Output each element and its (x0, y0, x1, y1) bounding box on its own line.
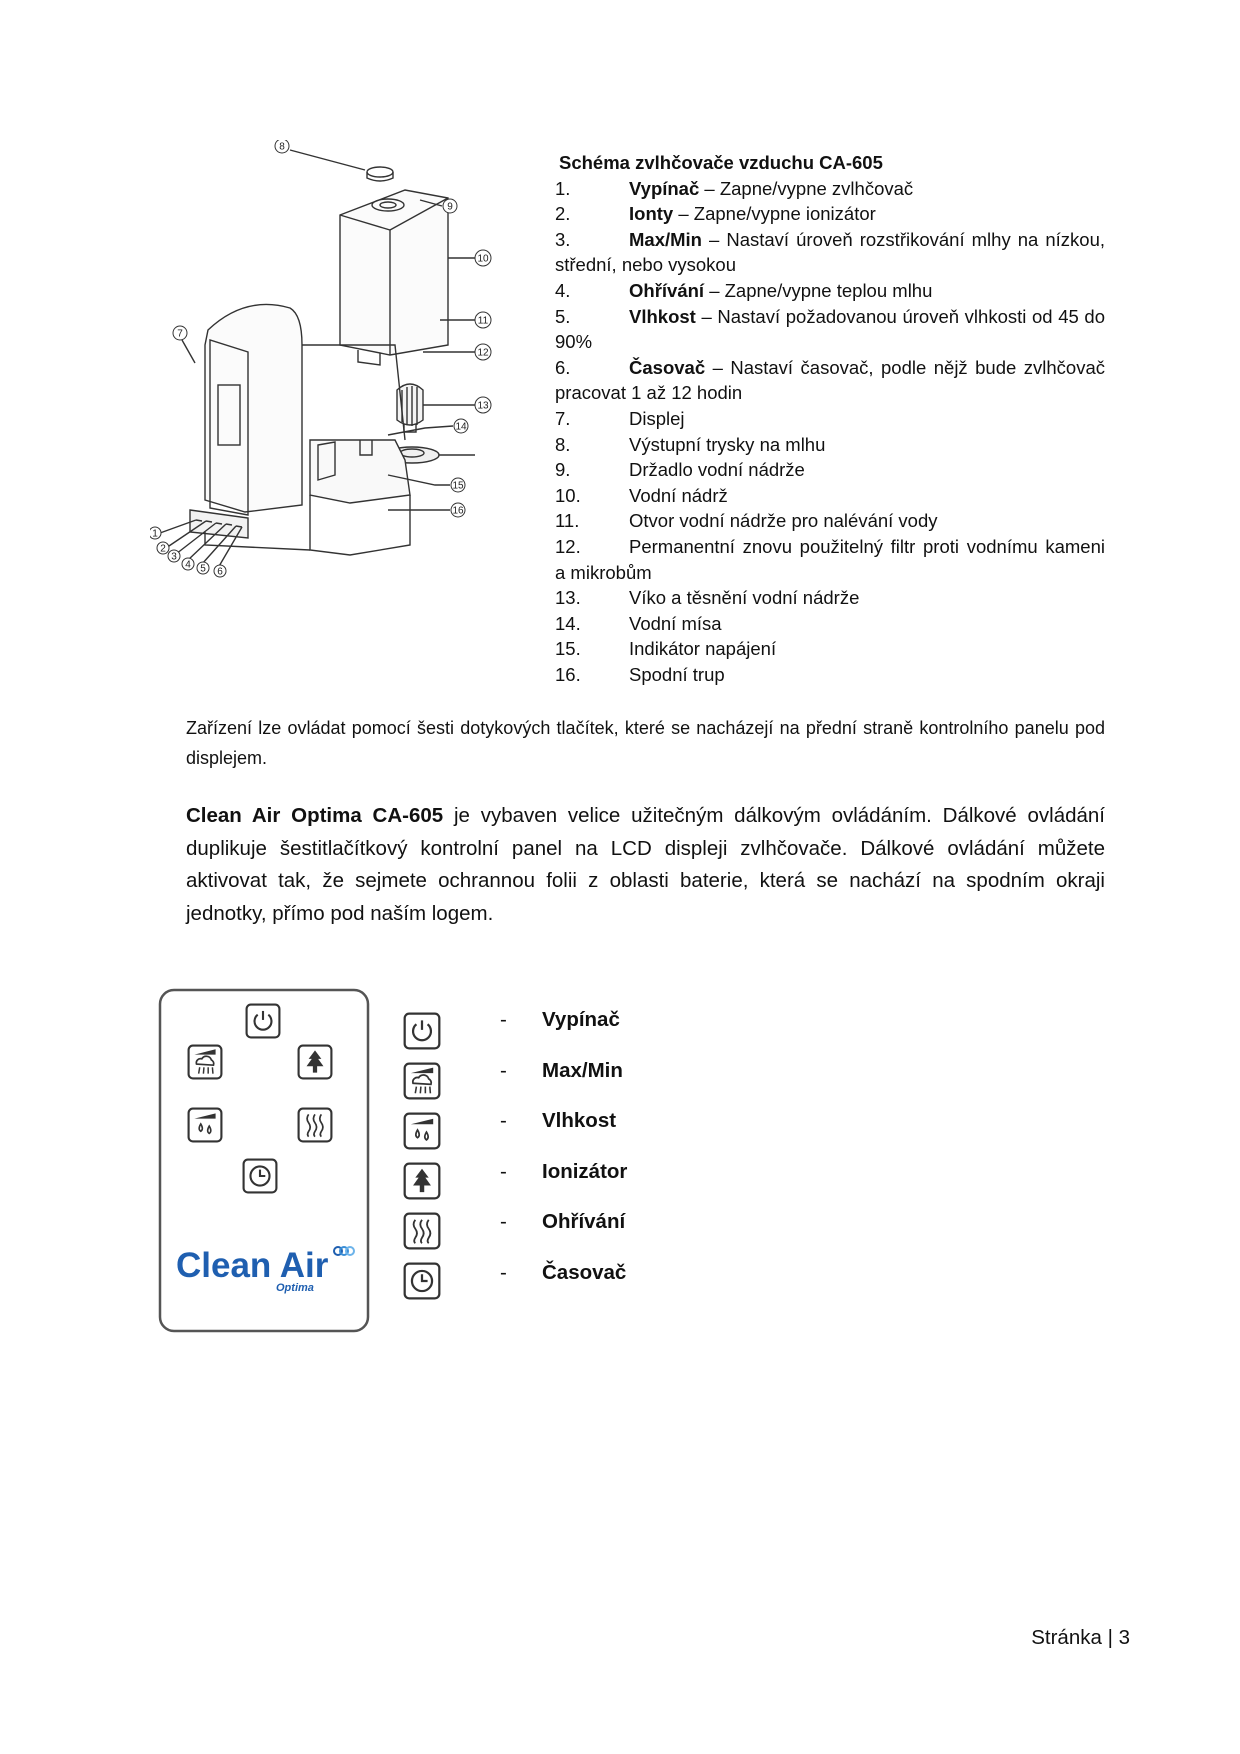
schema-section (555, 150, 1105, 687)
schema-item-number: 2. (555, 203, 571, 225)
schema-item (555, 611, 1105, 637)
schema-item-text: – Nastaví úroveň rozstřikování mlhy na nízkou, střední, nebo vysokou (555, 228, 1105, 276)
schema-item (555, 457, 1105, 483)
schema-item-number: 10. (555, 484, 581, 506)
callout-12 (475, 344, 491, 360)
schema-item-term: Max/Min (629, 228, 702, 250)
schema-item (555, 304, 1105, 355)
legend-dash: - (500, 1210, 507, 1233)
humidity-icon (189, 1109, 222, 1142)
schema-item-text: Permanentní znovu použitelný filtr proti vodnímu kameni a mikrobům (555, 535, 1105, 583)
schema-item (555, 636, 1105, 662)
callout-10 (475, 250, 491, 266)
humidity-icon (405, 1114, 440, 1149)
heat-icon (405, 1214, 440, 1249)
schema-item-text: Výstupní trysky na mlhu (629, 433, 826, 455)
schema-item-number: 11. (555, 510, 580, 532)
svg-text:10: 10 (477, 253, 489, 265)
schema-list (555, 176, 1105, 688)
legend-item (500, 1109, 800, 1160)
schema-item (555, 432, 1105, 458)
schema-item-text: – Nastaví časovač, podle nějž bude zvlhčovač pracovat 1 až 12 hodin (555, 356, 1105, 404)
clock-icon (405, 1264, 440, 1299)
schema-item-number: 6. (555, 356, 571, 378)
tree-icon (299, 1046, 332, 1079)
legend-item (500, 1059, 800, 1110)
schema-item-term: Ohřívání (629, 279, 705, 301)
legend-label: Max/Min (542, 1058, 623, 1082)
schema-item-number: 5. (555, 305, 571, 327)
callout-2 (157, 542, 169, 555)
schema-item (555, 278, 1105, 304)
schema-item (555, 201, 1105, 227)
legend-item (500, 1261, 800, 1312)
legend-dash: - (500, 1058, 507, 1082)
svg-text:13: 13 (477, 400, 489, 412)
clock-icon (244, 1160, 277, 1193)
svg-text:2: 2 (160, 543, 166, 555)
remote-paragraph-text: je vybaven velice užitečným dálkovým ovládáním. Dálkové ovládání duplikuje šestitlačítkový kontrolní panel na LCD displeji zvlhčovače. Dálkové ovládání můžete aktivovat tak, že sejmete ochrannou folii z oblasti baterie, která se nachází na spodním okraji jednotky, přímo pod naším logem. (186, 804, 1106, 925)
svg-text:4: 4 (185, 559, 191, 571)
schema-item (555, 406, 1105, 432)
schema-item-text: Držadlo vodní nádrže (629, 459, 805, 481)
logo-sub: Optima (276, 1282, 314, 1294)
remote-control (158, 988, 370, 1333)
schema-item (555, 508, 1105, 534)
callout-5 (197, 562, 209, 575)
legend-item (500, 1210, 800, 1261)
schema-item-number: 4. (555, 279, 571, 301)
logo-main: Clean Air (176, 1246, 329, 1285)
schema-item-text: Indikátor napájení (629, 638, 777, 660)
icon-column (398, 1012, 448, 1304)
power-icon (405, 1014, 440, 1049)
schema-item-term: Časovač (629, 356, 706, 378)
schema-item-term: Vypínač (629, 177, 700, 199)
svg-text:3: 3 (171, 551, 177, 563)
schema-item (555, 534, 1105, 585)
schema-item (555, 227, 1105, 278)
schema-item (555, 355, 1105, 406)
legend-dash: - (500, 1260, 507, 1284)
svg-text:12: 12 (477, 347, 489, 359)
power-icon (247, 1005, 280, 1038)
mist-level-icon (405, 1064, 440, 1099)
svg-text:7: 7 (177, 328, 183, 340)
legend-label: Ohřívání (542, 1210, 626, 1233)
svg-text:5: 5 (200, 563, 206, 575)
callout-7 (173, 326, 187, 340)
remote-paragraph (186, 800, 1105, 930)
callout-6 (214, 565, 226, 578)
schema-item-number: 7. (555, 407, 571, 429)
svg-text:15: 15 (452, 480, 464, 492)
svg-text:6: 6 (217, 566, 223, 578)
button-legend (500, 1008, 800, 1311)
schema-title: Schéma zvlhčovače vzduchu CA-605 (559, 152, 883, 173)
schema-item-text: Spodní trup (629, 663, 725, 685)
schema-item-term: Ionty (629, 203, 674, 225)
schema-item-number: 16. (555, 663, 581, 685)
svg-text:14: 14 (455, 421, 467, 433)
callout-9 (443, 199, 457, 213)
legend-item (500, 1160, 800, 1211)
product-name: Clean Air Optima CA-605 (186, 804, 444, 827)
legend-label: Časovač (542, 1260, 627, 1284)
schema-item-text: – Zapne/vypne zvlhčovač (699, 177, 914, 199)
legend-item (500, 1008, 800, 1059)
schema-item (555, 483, 1105, 509)
schema-item-text: Otvor vodní nádrže pro nalévání vody (629, 510, 938, 532)
callout-16 (451, 503, 465, 517)
callout-11 (475, 312, 491, 328)
page-number: Stránka | 3 (1031, 1626, 1130, 1649)
schema-item-number: 13. (555, 587, 581, 609)
humidifier-diagram (150, 140, 540, 650)
svg-text:1: 1 (152, 528, 158, 540)
callout-14 (454, 419, 468, 433)
schema-item-text: Vodní mísa (629, 612, 722, 634)
heat-icon (299, 1109, 332, 1142)
callout-15 (451, 478, 465, 492)
schema-item-number: 1. (555, 177, 571, 199)
callout-8 (275, 140, 289, 153)
schema-item-text: Vodní nádrž (629, 484, 728, 506)
schema-item-number: 14. (555, 612, 581, 634)
svg-text:16: 16 (452, 505, 464, 517)
mist-level-icon (189, 1046, 222, 1079)
schema-item-number: 15. (555, 638, 581, 660)
schema-item-term: Vlhkost (629, 305, 696, 327)
schema-item-text: – Nastaví požadovanou úroveň vlhkosti od 45 do 90% (555, 305, 1105, 353)
controls-paragraph: Zařízení lze ovládat pomocí šesti dotykových tlačítek, které se nacházejí na přední straně kontrolního panelu pod displejem. (186, 718, 1105, 768)
schema-item (555, 662, 1105, 688)
schema-item-text: – Zapne/vypne ionizátor (673, 203, 876, 225)
callout-13 (475, 397, 491, 413)
legend-dash: - (500, 1008, 507, 1031)
legend-label: Vlhkost (542, 1109, 617, 1132)
legend-label: Vypínač (542, 1008, 620, 1031)
svg-text:9: 9 (447, 201, 453, 213)
schema-item (555, 176, 1105, 202)
schema-item-number: 9. (555, 459, 571, 481)
schema-item-number: 12. (555, 535, 581, 557)
schema-item-text: Displej (629, 407, 685, 429)
svg-text:11: 11 (477, 315, 489, 327)
schema-item-text: Víko a těsnění vodní nádrže (629, 587, 860, 609)
schema-item (555, 585, 1105, 611)
schema-item-number: 8. (555, 433, 571, 455)
schema-item-number: 3. (555, 228, 571, 250)
callout-4 (182, 558, 194, 571)
svg-text:8: 8 (279, 141, 285, 153)
legend-dash: - (500, 1109, 507, 1132)
callout-1 (150, 527, 161, 540)
tree-icon (405, 1164, 440, 1199)
legend-dash: - (500, 1159, 507, 1183)
legend-label: Ionizátor (542, 1159, 628, 1183)
callout-3 (168, 550, 180, 563)
schema-item-text: – Zapne/vypne teplou mlhu (704, 279, 933, 301)
